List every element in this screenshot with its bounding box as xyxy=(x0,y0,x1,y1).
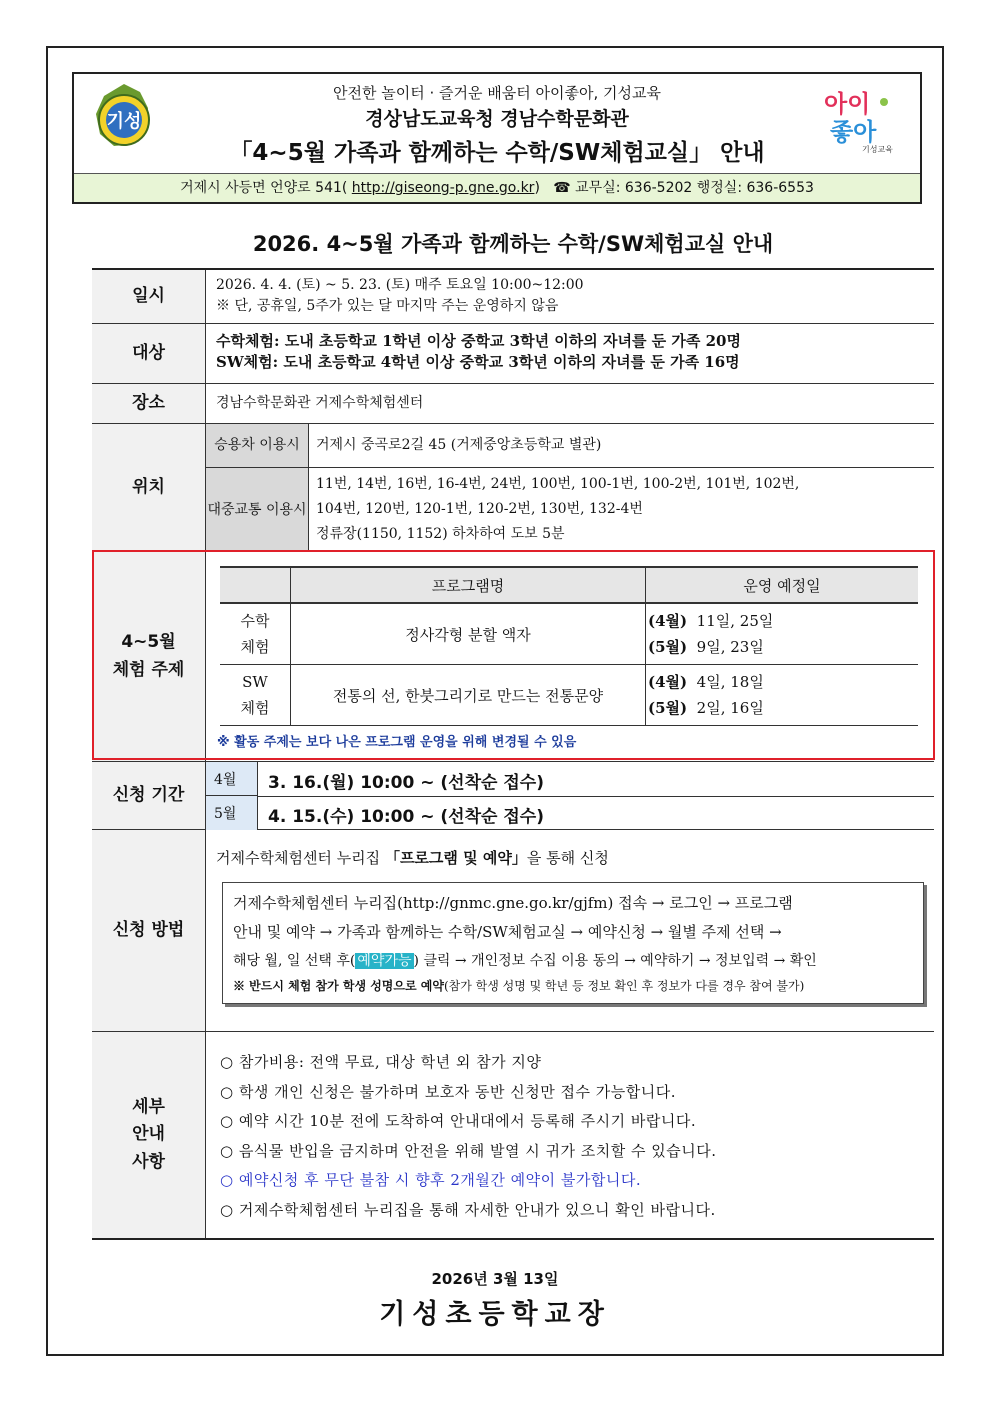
program-dates: (4월) 11일, 25일 (5월) 9일, 23일 xyxy=(646,603,919,665)
apply-name-note: ※ 반드시 체험 참가 학생 성명으로 예약(참가 학생 성명 및 학년 등 정보 확인 후 정보가 다를 경우 참여 불가) xyxy=(233,979,805,993)
label-by-transit: 대중교통 이용시 xyxy=(206,468,309,552)
header-contact: 거제시 사등면 언양로 541( http://giseong-p.gne.go.kr) ☎ 교무실: 636-5202 행정실: 636-6553 xyxy=(74,173,920,202)
col-schedule-date: 운영 예정일 xyxy=(646,567,919,603)
label-method: 신청 방법 xyxy=(92,830,206,1031)
issue-date: 2026년 3월 13일 xyxy=(431,1270,559,1288)
target-line1: 수학체험: 도내 초등학교 1학년 이상 중학교 3학년 이하의 자녀를 둔 가족 20명 xyxy=(216,332,741,350)
row-period xyxy=(92,762,934,830)
apply-steps-box xyxy=(222,882,924,1004)
program-name: 전통의 선, 한붓그리기로 만드는 전통문양 xyxy=(291,665,646,726)
address-text: 거제시 사등면 언양로 541( xyxy=(180,180,348,196)
col-program-name: 프로그램명 xyxy=(291,567,646,603)
label-period: 신청 기간 xyxy=(92,762,206,829)
principal-signature: 기성초등학교장 xyxy=(379,1299,611,1330)
label-details: 세부 안내 사항 xyxy=(92,1032,206,1238)
svg-text:기성교육: 기성교육 xyxy=(862,145,893,154)
row-details xyxy=(92,1032,934,1238)
aijoa-logo-icon xyxy=(818,82,898,154)
bus-line2: 104번, 120번, 120-1번, 120-2번, 130번, 132-4번 xyxy=(316,501,643,517)
schedule-line1: 2026. 4. 4. (토) ~ 5. 23. (토) 매주 토요일 10:00~12:00 xyxy=(216,277,584,293)
bus-line1: 11번, 14번, 16번, 16-4번, 24번, 100번, 100-1번, 100-2번, 101번, 102번, xyxy=(316,476,800,492)
period-may-month: 5월 xyxy=(206,796,258,830)
period-april-value: 3. 16.(월) 10:00 ~ (선착순 접수) xyxy=(268,773,544,793)
program-row: SW 체험 전통의 선, 한붓그리기로 만드는 전통문양 (4월) 4일, 18일 (5월) 2일, 16일 xyxy=(220,665,918,726)
label-program: 4~5월 체험 주제 xyxy=(92,552,206,761)
method-intro: 거제수학체험센터 누리집 「프로그램 및 예약」을 통해 신청 xyxy=(216,849,609,867)
header-org: 경상남도교육청 경남수학문화관 xyxy=(365,108,629,130)
schedule-line2: ※ 단, 공휴일, 5주가 있는 달 마지막 주는 운영하지 않음 xyxy=(216,298,559,314)
period-may-value: 4. 15.(수) 10:00 ~ (선착순 접수) xyxy=(268,807,544,827)
reserve-available-badge: 예약가능 xyxy=(357,953,412,969)
row-place xyxy=(92,384,934,424)
label-place: 장소 xyxy=(92,384,206,423)
svg-text:아이: 아이 xyxy=(824,90,871,118)
target-line2: SW체험: 도내 초등학교 4학년 이상 중학교 3학년 이하의 자녀를 둔 가족 16명 xyxy=(216,353,740,371)
label-schedule: 일시 xyxy=(92,270,206,323)
detail-item: ○ 참가비용: 전액 무료, 대상 학년 외 참가 지양 xyxy=(220,1053,542,1071)
school-header xyxy=(72,72,922,204)
program-dates: (4월) 4일, 18일 (5월) 2일, 16일 xyxy=(646,665,919,726)
detail-item: ○ 음식물 반입을 금지하며 안전을 위해 발열 시 귀가 조치할 수 있습니다. xyxy=(220,1141,717,1160)
apply-step-line3: 해당 월, 일 선택 후( 예약가능 ) 클릭 → 개인정보 수집 이용 동의 → 예약하기 → 정보입력 → 확인 xyxy=(233,953,817,969)
row-schedule xyxy=(92,270,934,324)
label-by-car: 승용차 이용시 xyxy=(206,424,309,467)
apply-step-line1: 거제수학체험센터 누리집(http://gnmc.gne.go.kr/gjfm) 접속 → 로그인 → 프로그램 xyxy=(233,894,793,912)
detail-item-highlight: ○ 예약신청 후 무단 불참 시 향후 2개월간 예약이 불가합니다. xyxy=(220,1171,642,1189)
svg-text:기성: 기성 xyxy=(106,111,142,132)
header-slogan: 안전한 놀이터 · 즐거운 배움터 아이좋아, 기성교육 xyxy=(333,84,661,102)
header-title: 「4~5월 가족과 함께하는 수학/SW체험교실」 안내 xyxy=(229,140,765,166)
program-name: 정사각형 분할 액자 xyxy=(291,603,646,665)
place-value: 경남수학문화관 거제수학체험센터 xyxy=(216,395,424,411)
apply-step-line2: 안내 및 예약 → 가족과 함께하는 수학/SW체험교실 → 예약신청 → 월별 주제 선택 → xyxy=(233,923,782,941)
svg-text:좋아: 좋아 xyxy=(830,118,877,146)
bus-line3: 정류장(1150, 1152) 하차하여 도보 5분 xyxy=(316,526,565,542)
program-row: 수학 체험 정사각형 분할 액자 (4월) 11일, 25일 (5월) 9일, 23일 xyxy=(220,603,918,665)
document-title: 2026. 4~5월 가족과 함께하는 수학/SW체험교실 안내 xyxy=(252,232,774,256)
detail-item: ○ 거제수학체험센터 누리집을 통해 자세한 안내가 있으니 확인 바랍니다. xyxy=(220,1200,716,1219)
label-target: 대상 xyxy=(92,324,206,383)
row-location xyxy=(92,424,934,552)
detail-item: ○ 학생 개인 신청은 불가하며 보호자 동반 신청만 접수 가능합니다. xyxy=(220,1082,677,1101)
period-april-month: 4월 xyxy=(206,762,258,796)
program-change-note: ※ 활동 주제는 보다 나은 프로그램 운영을 위해 변경될 수 있음 xyxy=(217,735,577,750)
details-list xyxy=(206,1032,934,1238)
program-table xyxy=(220,566,918,726)
detail-item: ○ 예약 시간 10분 전에 도착하여 안내대에서 등록해 주시기 바랍니다. xyxy=(220,1112,697,1130)
phone-text: ☎ 교무실: 636-5202 행정실: 636-6553 xyxy=(553,180,814,196)
school-url-link[interactable]: http://giseong-p.gne.go.kr xyxy=(351,180,535,196)
car-address: 거제시 중곡로2길 45 (거제중앙초등학교 별관) xyxy=(316,437,602,453)
row-target xyxy=(92,324,934,384)
label-location: 위치 xyxy=(92,424,206,551)
